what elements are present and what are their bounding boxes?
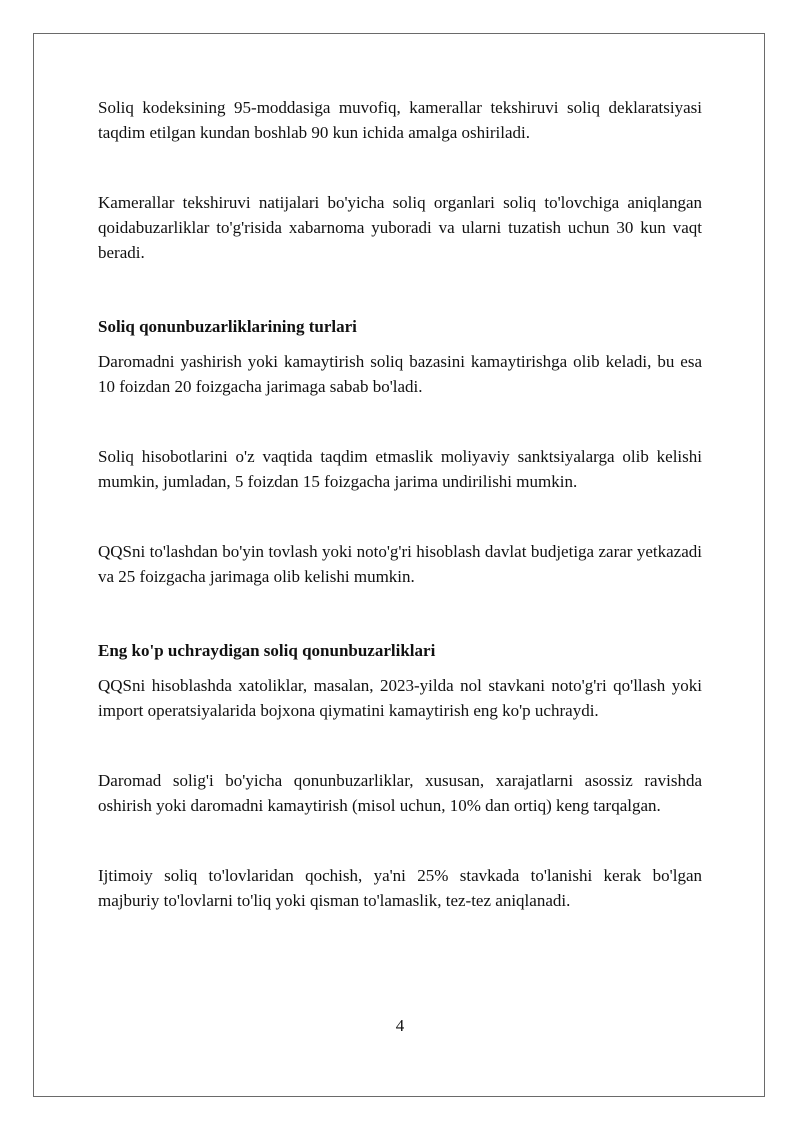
document-body (98, 95, 702, 913)
paragraph-cameral-audit-deadline: Soliq kodeksining 95-moddasiga muvofiq, kamerallar tekshiruvi soliq deklaratsiyasi taqdim etilgan kundan boshlab 90 kun ichida amalga oshiriladi. (98, 98, 702, 142)
heading-violation-types: Soliq qonunbuzarliklarining turlari (98, 317, 357, 336)
page-number: 4 (395, 1016, 405, 1035)
paragraph-vat-errors: QQSni hisoblashda xatoliklar, masalan, 2023-yilda nol stavkani noto'g'ri qo'llash yoki import operatsiyalarida bojxona qiymatini kamaytirish eng ko'p uchraydi. (98, 676, 702, 720)
paragraph-audit-results-notice: Kamerallar tekshiruvi natijalari bo'yicha soliq organlari soliq to'lovchiga aniqlangan qoidabuzarliklar to'g'risida xabarnoma yuboradi va ularni tuzatish uchun 30 kun vaqt beradi. (98, 193, 702, 262)
paragraph-vat-evasion: QQSni to'lashdan bo'yin tovlash yoki noto'g'ri hisoblash davlat budjetiga zarar yetkazadi va 25 foizgacha jarimaga olib kelishi mumkin. (98, 542, 702, 586)
heading-common-violations: Eng ko'p uchraydigan soliq qonunbuzarliklari (98, 641, 436, 660)
paragraph-income-concealment: Daromadni yashirish yoki kamaytirish soliq bazasini kamaytirishga olib keladi, bu esa 10 foizdan 20 foizgacha jarimaga sabab bo'ladi. (98, 352, 702, 396)
paragraph-income-tax-violations: Daromad solig'i bo'yicha qonunbuzarliklar, xususan, xarajatlarni asossiz ravishda oshirish yoki daromadni kamaytirish (misol uchun, 10% dan ortiq) keng tarqalgan. (98, 771, 702, 815)
paragraph-social-tax-evasion: Ijtimoiy soliq to'lovlaridan qochish, ya'ni 25% stavkada to'lanishi kerak bo'lgan majburiy to'lovlarni to'liq yoki qisman to'lamaslik, tez-tez aniqlanadi. (98, 866, 702, 910)
paragraph-late-reporting: Soliq hisobotlarini o'z vaqtida taqdim etmaslik moliyaviy sanktsiyalarga olib kelishi mumkin, jumladan, 5 foizdan 15 foizgacha jarima undirilishi mumkin. (98, 447, 702, 491)
